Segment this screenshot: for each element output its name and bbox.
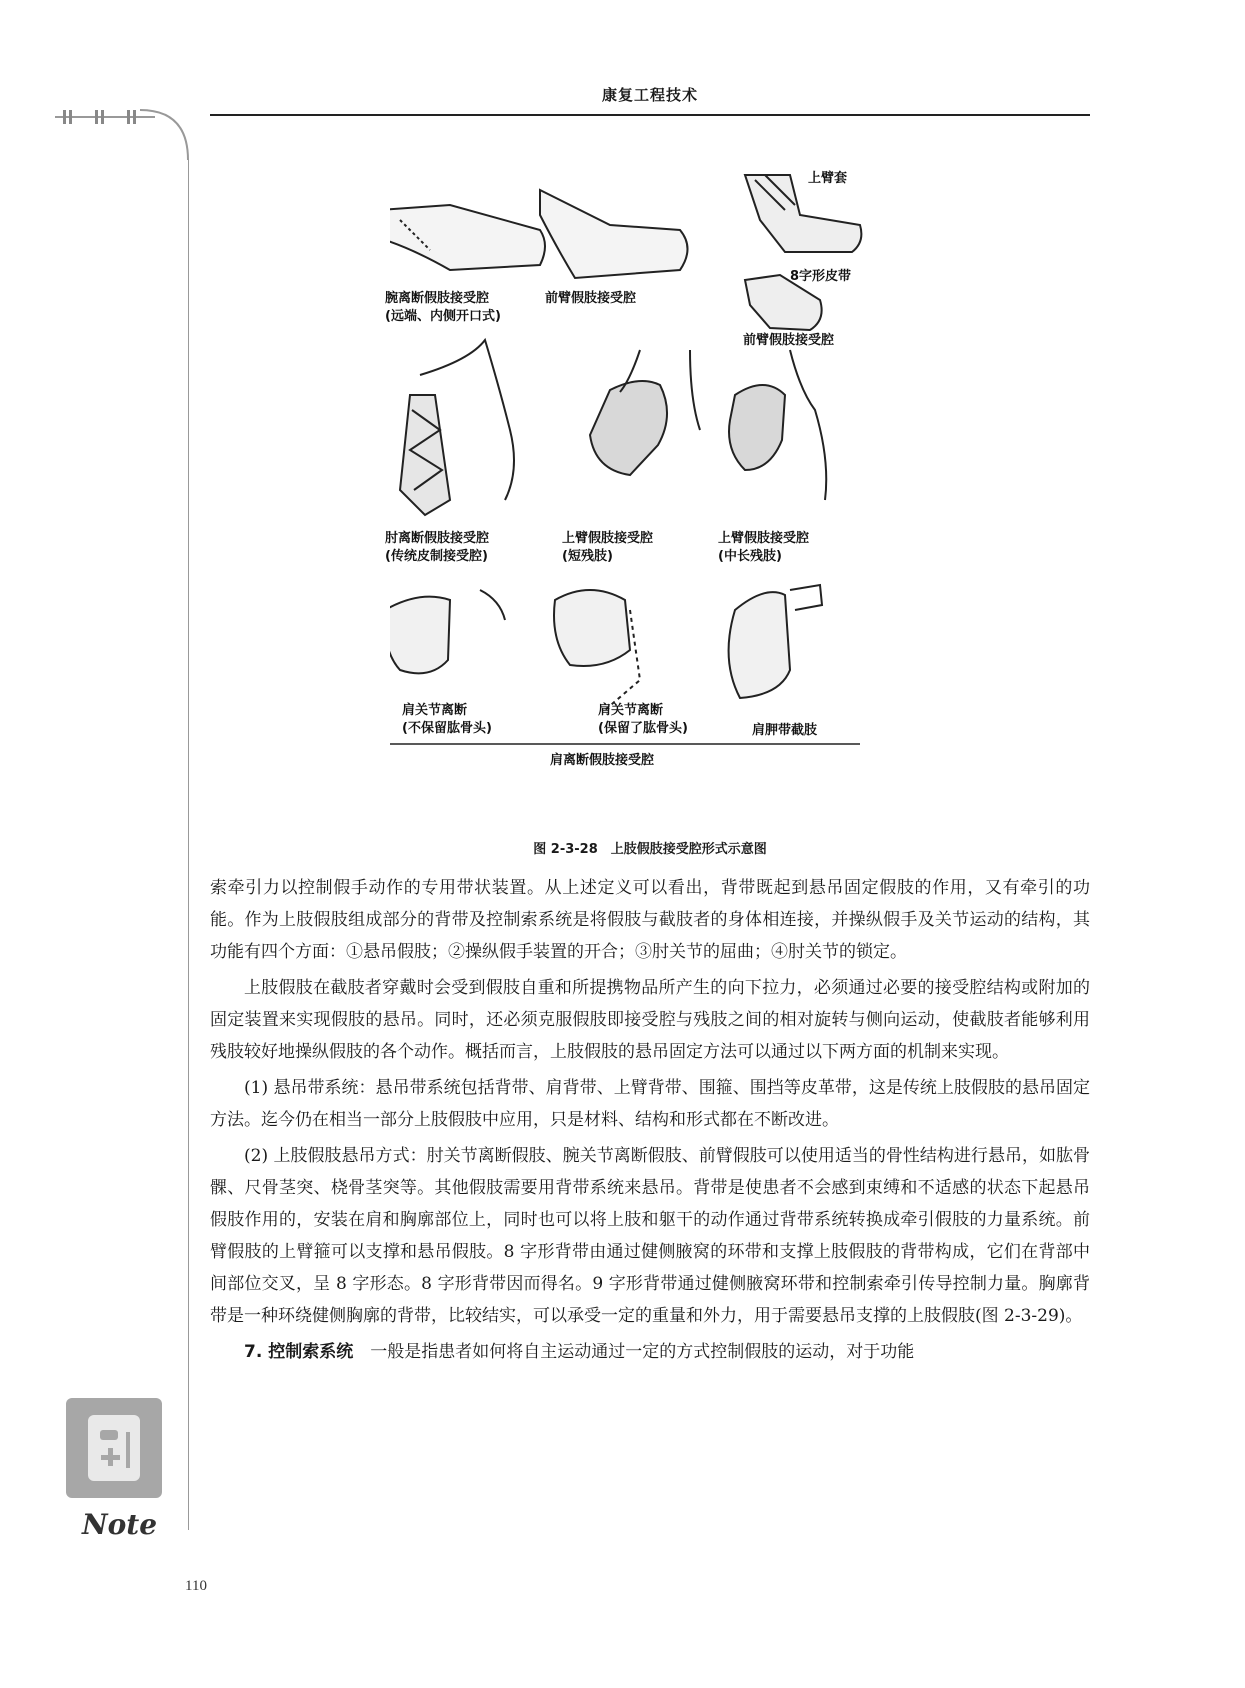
paragraph-5 [210,1336,1090,1368]
margin-curve-decoration [140,108,192,168]
label-elbow-socket-note: (传统皮制接受腔) [385,549,488,564]
label-upperarm-mid: 上臂假肢接受腔 [718,531,810,546]
margin-vertical-line [188,160,189,1530]
paragraph-2: 上肢假肢在截肢者穿戴时会受到假肢自重和所提携物品所产生的向下拉力，必须通过必要的接受腔结构或附加的固定装置来实现假肢的悬吊。同时，还必须克服假肢即接受腔与残肢之间的相对旋转与侧向运动，使截肢者能够利用残肢较好地操纵假肢的各个动作。概括而言，上肢假肢的悬吊固定方法可以通过以下两方面的机制来实现。 [210,978,1090,1062]
running-header-title: 康复工程技术 [601,86,698,104]
label-shoulder-group: 肩离断假肢接受腔 [550,753,655,768]
note-label: Note [82,1508,158,1541]
label-upperarm-short-note: (短残肢) [562,549,613,564]
label-wrist-socket-note: (远端、内侧开口式) [385,309,501,324]
label-elbow-socket: 肘离断假肢接受腔 [385,531,490,546]
section-heading-control-cable: 7. 控制索系统 [244,1342,354,1362]
note-cross-icon [96,1428,136,1474]
label-shoulder-girdle: 肩胛带截肢 [752,723,818,738]
label-forearm-socket-2: 前臂假肢接受腔 [743,333,835,348]
label-upperarm-cuff: 上臂套 [808,171,848,186]
label-wrist-socket: 腕离断假肢接受腔 [385,291,490,306]
label-shoulder-b-note: (保留了肱骨头) [598,721,688,736]
body-text [210,872,1090,1372]
label-forearm-socket: 前臂假肢接受腔 [545,291,637,306]
label-shoulder-a: 肩关节离断 [402,703,468,718]
paragraph-1: 索牵引力以控制假手动作的专用带状装置。从上述定义可以看出，背带既起到悬吊固定假肢的作用，又有牵引的功能。作为上肢假肢组成部分的背带及控制索系统是将假肢与截肢者的身体相连接，并操纵假手及关节运动的结构，其功能有四个方面：①悬吊假肢；②操纵假手装置的开合；③肘关节的屈曲；④肘关节的锁定。 [210,878,1090,962]
prosthetic-socket-figure [385,170,910,820]
paragraph-4: (2) 上肢假肢悬吊方式：肘关节离断假肢、腕关节离断假肢、前臂假肢可以使用适当的骨性结构进行悬吊，如肱骨髁、尺骨茎突、桡骨茎突等。其他假肢需要用背带系统来悬吊。背带是使患者不会感到束缚和不适感的状态下起悬吊假肢作用的，安装在肩和胸廓部位上，同时也可以将上肢和躯干的动作通过背带系统转换成牵引假肢的力量系统。前臂假肢的上臂箍可以支撑和悬吊假肢。8 字形背带由通过健侧腋窝的环带和支撑上肢假肢的背带构成，它们在背部中间部位交叉，呈 8 字形态。8 字形背带因而得名。9 字形背带通过健侧腋窝环带和控制索牵引传导控制力量。胸廓背带是一种环绕健侧胸廓的背带，比较结实，可以承受一定的重量和外力，用于需要悬吊支撑的上肢假肢(图 2-3-29)。 [210,1146,1090,1326]
label-shoulder-b: 肩关节离断 [598,703,664,718]
label-upperarm-mid-note: (中长残肢) [718,549,782,564]
label-upperarm-short: 上臂假肢接受腔 [562,531,654,546]
header-rule [210,114,1090,116]
paragraph-3: (1) 悬吊带系统：悬吊带系统包括背带、肩背带、上臂背带、围箍、围挡等皮革带，这是传统上肢假肢的悬吊固定方法。迄今仍在相当一部分上肢假肢中应用，只是材料、结构和形式都在不断改进。 [210,1078,1090,1130]
label-figure8-strap: 8字形皮带 [790,269,852,284]
figure-caption: 图 2-3-28 上肢假肢接受腔形式示意图 [533,842,767,857]
page-number: 110 [185,1578,207,1594]
label-shoulder-a-note: (不保留肱骨头) [402,721,492,736]
paragraph-5-text: 一般是指患者如何将自主运动通过一定的方式控制假肢的运动，对于功能 [353,1342,915,1362]
